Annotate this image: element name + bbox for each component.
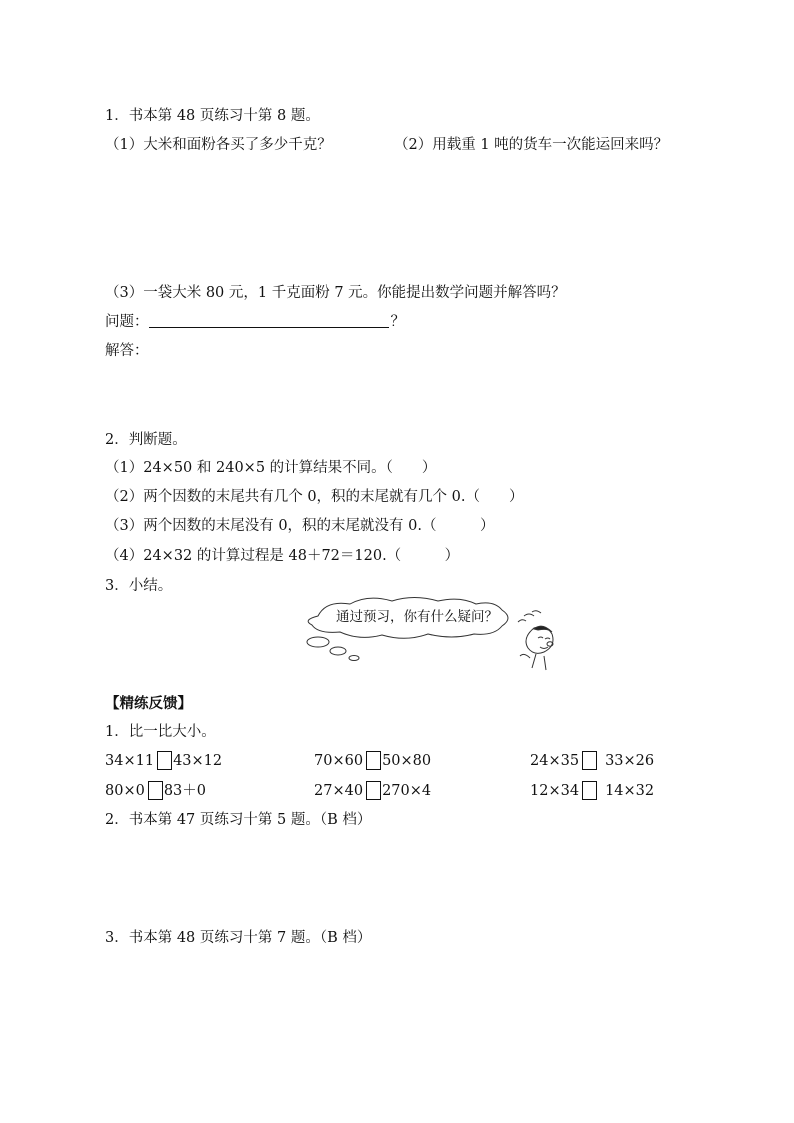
practice-q2-title: 2．书本第 47 页练习十第 5 题。（B 档） bbox=[105, 812, 372, 828]
compare-item bbox=[314, 781, 431, 801]
judge-item: （2）两个因数的末尾共有几个 0，积的末尾就有几个 0.（ ） bbox=[105, 489, 524, 505]
compare-item bbox=[105, 751, 222, 771]
question-label: 问题： bbox=[105, 314, 149, 330]
compare-left: 24×35 bbox=[530, 753, 580, 769]
compare-box[interactable] bbox=[582, 781, 597, 800]
compare-right: 14×32 bbox=[605, 783, 655, 799]
compare-item bbox=[530, 751, 654, 771]
thought-bubble-illustration bbox=[288, 594, 556, 672]
compare-right: 50×80 bbox=[382, 753, 432, 769]
practice-q3-title: 3．书本第 48 页练习十第 7 题。（B 档） bbox=[105, 930, 372, 946]
bubble-question-text: 通过预习，你有什么疑问？ bbox=[336, 609, 498, 625]
section1-title: 1．书本第 48 页练习十第 8 题。 bbox=[105, 108, 320, 124]
judge-item: （3）两个因数的末尾没有 0，积的末尾就没有 0.（ ） bbox=[105, 518, 495, 534]
compare-right: 33×26 bbox=[605, 753, 655, 769]
compare-left: 27×40 bbox=[314, 783, 364, 799]
practice-header: 【精练反馈】 bbox=[105, 696, 192, 712]
judge-item: （1）24×50 和 240×5 的计算结果不同。（ ） bbox=[105, 460, 437, 476]
practice-q1-title: 1．比一比大小。 bbox=[105, 724, 216, 740]
judge-item: （4）24×32 的计算过程是 48＋72＝120.（ ） bbox=[105, 548, 460, 564]
question-mark: ？ bbox=[390, 314, 405, 330]
compare-right: 83＋0 bbox=[163, 783, 207, 799]
compare-right: 270×4 bbox=[382, 783, 432, 799]
compare-box[interactable] bbox=[157, 751, 172, 770]
question-answer-blank[interactable] bbox=[149, 313, 389, 328]
section3-title: 3．小结。 bbox=[105, 578, 173, 594]
section1-question-1: （1）大米和面粉各买了多少千克？ bbox=[105, 137, 332, 153]
compare-right: 43×12 bbox=[173, 753, 223, 769]
answer-label: 解答： bbox=[105, 343, 149, 359]
section1-question-3: （3）一袋大米 80 元，1 千克面粉 7 元。你能提出数学问题并解答吗？ bbox=[105, 285, 566, 301]
compare-box[interactable] bbox=[582, 751, 597, 770]
compare-box[interactable] bbox=[148, 781, 163, 800]
compare-box[interactable] bbox=[366, 751, 381, 770]
compare-item bbox=[530, 781, 654, 801]
compare-left: 70×60 bbox=[314, 753, 364, 769]
section1-question-2: （2）用载重 1 吨的货车一次能运回来吗？ bbox=[394, 137, 669, 153]
section2-title: 2．判断题。 bbox=[105, 432, 187, 448]
compare-left: 34×11 bbox=[105, 753, 155, 769]
compare-item bbox=[314, 751, 431, 771]
compare-item bbox=[105, 781, 206, 801]
question-prompt-row bbox=[105, 312, 405, 332]
compare-left: 12×34 bbox=[530, 783, 580, 799]
compare-left: 80×0 bbox=[105, 783, 145, 799]
compare-box[interactable] bbox=[366, 781, 381, 800]
